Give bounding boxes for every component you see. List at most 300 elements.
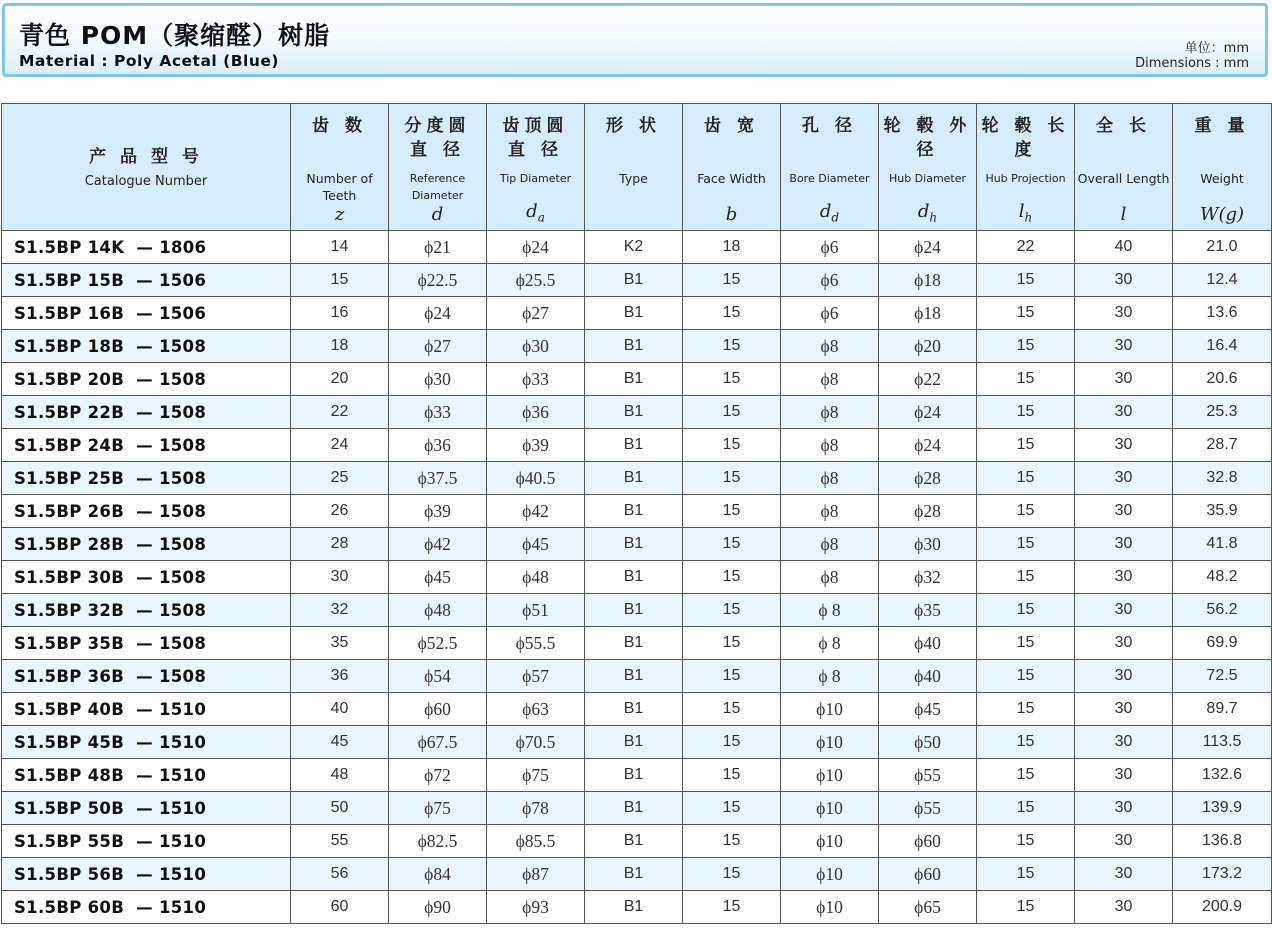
- cell-hub-projection: 15: [977, 660, 1075, 693]
- cell-overall-length: 30: [1075, 297, 1173, 330]
- cell-weight: 12.4: [1173, 264, 1272, 297]
- cell-overall-length: 30: [1075, 561, 1173, 594]
- cell-teeth: 16: [291, 297, 389, 330]
- cell-tip-diameter: ϕ85.5: [487, 825, 585, 858]
- table-row: [2, 660, 1272, 693]
- cell-catalog-number: S1.5BP 26B — 1508: [2, 495, 291, 528]
- col-header-symbol: b: [725, 204, 738, 225]
- cell-hub-projection: 15: [977, 462, 1075, 495]
- cell-tip-diameter: ϕ40.5: [487, 462, 585, 495]
- cell-overall-length: 30: [1075, 825, 1173, 858]
- col-header-face-width: [683, 104, 781, 231]
- cell-overall-length: 30: [1075, 759, 1173, 792]
- cell-face-width: 15: [683, 693, 781, 726]
- cell-type: B1: [585, 825, 683, 858]
- cell-type: B1: [585, 693, 683, 726]
- cell-type: B1: [585, 627, 683, 660]
- cell-type: B1: [585, 429, 683, 462]
- cell-weight: 48.2: [1173, 561, 1272, 594]
- table-row: [2, 792, 1272, 825]
- cell-overall-length: 40: [1075, 231, 1173, 264]
- cell-hub-projection: 15: [977, 891, 1075, 924]
- table-row: [2, 561, 1272, 594]
- cell-face-width: 15: [683, 462, 781, 495]
- cell-overall-length: 30: [1075, 726, 1173, 759]
- cell-overall-length: 30: [1075, 891, 1173, 924]
- cell-face-width: 15: [683, 264, 781, 297]
- cell-teeth: 36: [291, 660, 389, 693]
- cell-bore-diameter: ϕ8: [781, 462, 879, 495]
- cell-weight: 89.7: [1173, 693, 1272, 726]
- cell-face-width: 15: [683, 330, 781, 363]
- cell-reference-diameter: ϕ22.5: [389, 264, 487, 297]
- cell-type: B1: [585, 264, 683, 297]
- cell-hub-projection: 15: [977, 858, 1075, 891]
- cell-weight: 139.9: [1173, 792, 1272, 825]
- cell-hub-diameter: ϕ60: [879, 825, 977, 858]
- cell-reference-diameter: ϕ82.5: [389, 825, 487, 858]
- table-row: [2, 396, 1272, 429]
- cell-bore-diameter: ϕ10: [781, 891, 879, 924]
- cell-hub-diameter: ϕ60: [879, 858, 977, 891]
- col-header-symbol: $d_h$: [917, 201, 938, 225]
- col-header-weight: [1173, 104, 1272, 231]
- table-row: [2, 297, 1272, 330]
- cell-bore-diameter: ϕ8: [781, 429, 879, 462]
- table-row: [2, 693, 1272, 726]
- table-row: [2, 231, 1272, 264]
- cell-weight: 16.4: [1173, 330, 1272, 363]
- cell-type: B1: [585, 363, 683, 396]
- cell-type: B1: [585, 858, 683, 891]
- col-header-bore: [781, 104, 879, 231]
- cell-face-width: 15: [683, 363, 781, 396]
- col-header-en: Overall Length: [1077, 171, 1170, 186]
- cell-weight: 132.6: [1173, 759, 1272, 792]
- col-header-en: Hub Projection: [985, 172, 1066, 185]
- cell-type: B1: [585, 396, 683, 429]
- col-header-en: Face Width: [697, 171, 766, 186]
- cell-face-width: 15: [683, 891, 781, 924]
- table-row: [2, 330, 1272, 363]
- col-header-symbol: l: [1120, 204, 1127, 225]
- cell-face-width: 15: [683, 594, 781, 627]
- cell-hub-diameter: ϕ24: [879, 429, 977, 462]
- table-row: [2, 858, 1272, 891]
- cell-overall-length: 30: [1075, 429, 1173, 462]
- cell-reference-diameter: ϕ42: [389, 528, 487, 561]
- cell-bore-diameter: ϕ6: [781, 264, 879, 297]
- cell-overall-length: 30: [1075, 396, 1173, 429]
- cell-catalog-number: S1.5BP 28B — 1508: [2, 528, 291, 561]
- unit-label-cn: 单位：mm: [1184, 41, 1249, 56]
- cell-hub-projection: 15: [977, 264, 1075, 297]
- cell-face-width: 15: [683, 528, 781, 561]
- col-header-symbol: $l_h$: [1018, 201, 1033, 225]
- col-header-tip-dia: [487, 104, 585, 231]
- cell-weight: 32.8: [1173, 462, 1272, 495]
- cell-hub-diameter: ϕ20: [879, 330, 977, 363]
- cell-bore-diameter: ϕ8: [781, 528, 879, 561]
- table-row: [2, 825, 1272, 858]
- cell-hub-diameter: ϕ28: [879, 495, 977, 528]
- cell-hub-diameter: ϕ40: [879, 627, 977, 660]
- cell-teeth: 55: [291, 825, 389, 858]
- cell-hub-projection: 22: [977, 231, 1075, 264]
- cell-type: B1: [585, 726, 683, 759]
- col-header-symbol: z: [334, 204, 345, 225]
- cell-reference-diameter: ϕ67.5: [389, 726, 487, 759]
- cell-reference-diameter: ϕ36: [389, 429, 487, 462]
- cell-overall-length: 30: [1075, 858, 1173, 891]
- cell-weight: 20.6: [1173, 363, 1272, 396]
- cell-reference-diameter: ϕ21: [389, 231, 487, 264]
- cell-tip-diameter: ϕ27: [487, 297, 585, 330]
- cell-weight: 35.9: [1173, 495, 1272, 528]
- cell-catalog-number: S1.5BP 45B — 1510: [2, 726, 291, 759]
- cell-reference-diameter: ϕ48: [389, 594, 487, 627]
- col-header-overall-length: [1075, 104, 1173, 231]
- cell-tip-diameter: ϕ63: [487, 693, 585, 726]
- col-header-cn: 全 长: [1096, 116, 1151, 136]
- cell-reference-diameter: ϕ45: [389, 561, 487, 594]
- cell-tip-diameter: ϕ87: [487, 858, 585, 891]
- cell-face-width: 15: [683, 627, 781, 660]
- table-header-row: [2, 104, 1272, 231]
- cell-hub-projection: 15: [977, 693, 1075, 726]
- cell-bore-diameter: ϕ10: [781, 825, 879, 858]
- table-row: [2, 363, 1272, 396]
- cell-overall-length: 30: [1075, 264, 1173, 297]
- col-header-hub-dia: [879, 104, 977, 231]
- cell-tip-diameter: ϕ39: [487, 429, 585, 462]
- cell-hub-projection: 15: [977, 627, 1075, 660]
- cell-type: B1: [585, 297, 683, 330]
- cell-teeth: 45: [291, 726, 389, 759]
- cell-hub-diameter: ϕ30: [879, 528, 977, 561]
- col-header-cn: 重 量: [1194, 116, 1250, 136]
- col-header-en: Catalogue Number: [84, 173, 208, 189]
- cell-bore-diameter: ϕ10: [781, 759, 879, 792]
- cell-bore-diameter: ϕ10: [781, 693, 879, 726]
- col-header-catalog: [2, 104, 291, 231]
- cell-overall-length: 30: [1075, 495, 1173, 528]
- cell-catalog-number: S1.5BP 30B — 1508: [2, 561, 291, 594]
- cell-reference-diameter: ϕ37.5: [389, 462, 487, 495]
- cell-overall-length: 30: [1075, 330, 1173, 363]
- cell-type: B1: [585, 759, 683, 792]
- material-subtitle: Material : Poly Acetal (Blue): [19, 52, 279, 70]
- cell-tip-diameter: ϕ36: [487, 396, 585, 429]
- col-header-cn: 产 品 型 号: [89, 146, 203, 167]
- cell-tip-diameter: ϕ33: [487, 363, 585, 396]
- cell-overall-length: 30: [1075, 693, 1173, 726]
- cell-hub-diameter: ϕ28: [879, 462, 977, 495]
- cell-teeth: 50: [291, 792, 389, 825]
- cell-weight: 13.6: [1173, 297, 1272, 330]
- cell-face-width: 15: [683, 792, 781, 825]
- cell-hub-diameter: ϕ24: [879, 396, 977, 429]
- cell-bore-diameter: ϕ8: [781, 363, 879, 396]
- cell-type: B1: [585, 792, 683, 825]
- cell-teeth: 20: [291, 363, 389, 396]
- cell-teeth: 40: [291, 693, 389, 726]
- col-header-en: Type: [619, 171, 648, 186]
- cell-hub-diameter: ϕ55: [879, 792, 977, 825]
- cell-tip-diameter: ϕ30: [487, 330, 585, 363]
- table-row: [2, 594, 1272, 627]
- cell-teeth: 24: [291, 429, 389, 462]
- cell-weight: 200.9: [1173, 891, 1272, 924]
- cell-reference-diameter: ϕ30: [389, 363, 487, 396]
- col-header-cn: 形 状: [606, 116, 661, 136]
- cell-weight: 113.5: [1173, 726, 1272, 759]
- cell-hub-diameter: ϕ32: [879, 561, 977, 594]
- cell-bore-diameter: ϕ10: [781, 792, 879, 825]
- unit-label-en: Dimensions : mm: [1135, 56, 1249, 71]
- table-row: [2, 627, 1272, 660]
- cell-bore-diameter: ϕ8: [781, 396, 879, 429]
- cell-catalog-number: S1.5BP 22B — 1508: [2, 396, 291, 429]
- cell-hub-projection: 15: [977, 495, 1075, 528]
- cell-teeth: 25: [291, 462, 389, 495]
- table-row: [2, 264, 1272, 297]
- table-row: [2, 891, 1272, 924]
- cell-teeth: 28: [291, 528, 389, 561]
- cell-reference-diameter: ϕ54: [389, 660, 487, 693]
- cell-hub-diameter: ϕ50: [879, 726, 977, 759]
- cell-face-width: 15: [683, 297, 781, 330]
- cell-hub-projection: 15: [977, 429, 1075, 462]
- cell-overall-length: 30: [1075, 363, 1173, 396]
- cell-tip-diameter: ϕ55.5: [487, 627, 585, 660]
- cell-type: B1: [585, 462, 683, 495]
- cell-teeth: 56: [291, 858, 389, 891]
- cell-teeth: 22: [291, 396, 389, 429]
- cell-face-width: 15: [683, 825, 781, 858]
- cell-bore-diameter: ϕ10: [781, 726, 879, 759]
- cell-face-width: 18: [683, 231, 781, 264]
- col-header-cn: 齿 数: [312, 116, 367, 136]
- cell-tip-diameter: ϕ78: [487, 792, 585, 825]
- page-title: 青色 POM（聚缩醛）树脂: [19, 21, 331, 50]
- cell-type: K2: [585, 231, 683, 264]
- col-header-cn: 轮 毂 长 度: [981, 116, 1070, 160]
- cell-face-width: 15: [683, 726, 781, 759]
- cell-face-width: 15: [683, 759, 781, 792]
- cell-hub-diameter: ϕ65: [879, 891, 977, 924]
- cell-bore-diameter: ϕ 8: [781, 594, 879, 627]
- cell-teeth: 26: [291, 495, 389, 528]
- table-row: [2, 495, 1272, 528]
- col-header-en: Bore Diameter: [789, 172, 870, 185]
- cell-hub-diameter: ϕ35: [879, 594, 977, 627]
- cell-weight: 69.9: [1173, 627, 1272, 660]
- cell-reference-diameter: ϕ60: [389, 693, 487, 726]
- cell-teeth: 15: [291, 264, 389, 297]
- cell-bore-diameter: ϕ8: [781, 330, 879, 363]
- cell-face-width: 15: [683, 429, 781, 462]
- col-header-type: [585, 104, 683, 231]
- cell-face-width: 15: [683, 858, 781, 891]
- cell-catalog-number: S1.5BP 32B — 1508: [2, 594, 291, 627]
- cell-catalog-number: S1.5BP 50B — 1510: [2, 792, 291, 825]
- cell-teeth: 48: [291, 759, 389, 792]
- cell-catalog-number: S1.5BP 55B — 1510: [2, 825, 291, 858]
- cell-teeth: 35: [291, 627, 389, 660]
- cell-tip-diameter: ϕ42: [487, 495, 585, 528]
- cell-catalog-number: S1.5BP 20B — 1508: [2, 363, 291, 396]
- cell-type: B1: [585, 330, 683, 363]
- col-header-cn: 孔 径: [802, 116, 857, 136]
- cell-face-width: 15: [683, 561, 781, 594]
- col-header-cn: 分度圆 直 径: [404, 116, 471, 160]
- cell-reference-diameter: ϕ33: [389, 396, 487, 429]
- cell-weight: 136.8: [1173, 825, 1272, 858]
- table-body: [2, 231, 1272, 924]
- cell-hub-diameter: ϕ18: [879, 264, 977, 297]
- cell-face-width: 15: [683, 660, 781, 693]
- cell-overall-length: 30: [1075, 792, 1173, 825]
- cell-teeth: 60: [291, 891, 389, 924]
- col-header-ref-dia: [389, 104, 487, 231]
- cell-tip-diameter: ϕ48: [487, 561, 585, 594]
- col-header-en: Number of Teeth: [306, 171, 373, 203]
- cell-type: B1: [585, 561, 683, 594]
- cell-weight: 28.7: [1173, 429, 1272, 462]
- cell-catalog-number: S1.5BP 56B — 1510: [2, 858, 291, 891]
- cell-catalog-number: S1.5BP 36B — 1508: [2, 660, 291, 693]
- cell-tip-diameter: ϕ24: [487, 231, 585, 264]
- table-row: [2, 462, 1272, 495]
- cell-type: B1: [585, 495, 683, 528]
- cell-reference-diameter: ϕ72: [389, 759, 487, 792]
- cell-weight: 21.0: [1173, 231, 1272, 264]
- cell-hub-projection: 15: [977, 594, 1075, 627]
- cell-type: B1: [585, 528, 683, 561]
- cell-overall-length: 30: [1075, 660, 1173, 693]
- col-header-teeth: [291, 104, 389, 231]
- cell-catalog-number: S1.5BP 25B — 1508: [2, 462, 291, 495]
- table-row: [2, 528, 1272, 561]
- col-header-en: Hub Diameter: [888, 172, 967, 185]
- cell-tip-diameter: ϕ93: [487, 891, 585, 924]
- cell-overall-length: 30: [1075, 462, 1173, 495]
- cell-teeth: 30: [291, 561, 389, 594]
- cell-type: B1: [585, 594, 683, 627]
- cell-face-width: 15: [683, 495, 781, 528]
- cell-hub-projection: 15: [977, 528, 1075, 561]
- cell-weight: 41.8: [1173, 528, 1272, 561]
- cell-type: B1: [585, 660, 683, 693]
- col-header-en: Reference Diameter: [409, 172, 466, 202]
- cell-catalog-number: S1.5BP 14K — 1806: [2, 231, 291, 264]
- cell-bore-diameter: ϕ 8: [781, 660, 879, 693]
- cell-reference-diameter: ϕ75: [389, 792, 487, 825]
- cell-bore-diameter: ϕ8: [781, 495, 879, 528]
- col-header-symbol: d: [431, 204, 444, 225]
- cell-hub-projection: 15: [977, 792, 1075, 825]
- cell-catalog-number: S1.5BP 24B — 1508: [2, 429, 291, 462]
- cell-hub-diameter: ϕ40: [879, 660, 977, 693]
- cell-weight: 72.5: [1173, 660, 1272, 693]
- col-header-en: Tip Diameter: [499, 172, 572, 185]
- cell-teeth: 14: [291, 231, 389, 264]
- cell-reference-diameter: ϕ52.5: [389, 627, 487, 660]
- spec-table: [1, 103, 1272, 924]
- col-header-cn: 齿 宽: [704, 116, 759, 136]
- cell-catalog-number: S1.5BP 16B — 1506: [2, 297, 291, 330]
- table-row: [2, 726, 1272, 759]
- table-row: [2, 429, 1272, 462]
- col-header-cn: 齿顶圆 直 径: [502, 116, 569, 160]
- col-header-en: Weight: [1200, 171, 1244, 186]
- cell-type: B1: [585, 891, 683, 924]
- cell-weight: 25.3: [1173, 396, 1272, 429]
- col-header-symbol: $d_d$: [819, 201, 840, 225]
- cell-hub-projection: 15: [977, 363, 1075, 396]
- cell-teeth: 18: [291, 330, 389, 363]
- cell-tip-diameter: ϕ25.5: [487, 264, 585, 297]
- cell-hub-projection: 15: [977, 825, 1075, 858]
- cell-bore-diameter: ϕ8: [781, 561, 879, 594]
- cell-tip-diameter: ϕ51: [487, 594, 585, 627]
- cell-reference-diameter: ϕ84: [389, 858, 487, 891]
- cell-reference-diameter: ϕ27: [389, 330, 487, 363]
- cell-overall-length: 30: [1075, 594, 1173, 627]
- cell-hub-diameter: ϕ18: [879, 297, 977, 330]
- col-header-hub-projection: [977, 104, 1075, 231]
- cell-hub-diameter: ϕ45: [879, 693, 977, 726]
- cell-catalog-number: S1.5BP 15B — 1506: [2, 264, 291, 297]
- cell-hub-diameter: ϕ24: [879, 231, 977, 264]
- cell-weight: 56.2: [1173, 594, 1272, 627]
- cell-bore-diameter: ϕ 8: [781, 627, 879, 660]
- cell-hub-diameter: ϕ22: [879, 363, 977, 396]
- cell-reference-diameter: ϕ90: [389, 891, 487, 924]
- cell-catalog-number: S1.5BP 18B — 1508: [2, 330, 291, 363]
- cell-hub-diameter: ϕ55: [879, 759, 977, 792]
- col-header-cn: 轮 毂 外 径: [883, 116, 972, 160]
- cell-hub-projection: 15: [977, 297, 1075, 330]
- col-header-symbol: $d_a$: [526, 201, 545, 225]
- cell-bore-diameter: ϕ6: [781, 297, 879, 330]
- cell-catalog-number: S1.5BP 48B — 1510: [2, 759, 291, 792]
- cell-tip-diameter: ϕ70.5: [487, 726, 585, 759]
- title-banner: [2, 3, 1268, 77]
- cell-overall-length: 30: [1075, 627, 1173, 660]
- cell-overall-length: 30: [1075, 528, 1173, 561]
- cell-reference-diameter: ϕ24: [389, 297, 487, 330]
- cell-hub-projection: 15: [977, 759, 1075, 792]
- cell-hub-projection: 15: [977, 561, 1075, 594]
- cell-tip-diameter: ϕ57: [487, 660, 585, 693]
- cell-tip-diameter: ϕ75: [487, 759, 585, 792]
- cell-reference-diameter: ϕ39: [389, 495, 487, 528]
- cell-hub-projection: 15: [977, 396, 1075, 429]
- cell-catalog-number: S1.5BP 40B — 1510: [2, 693, 291, 726]
- cell-hub-projection: 15: [977, 330, 1075, 363]
- col-header-symbol: W(g): [1199, 204, 1245, 225]
- cell-catalog-number: S1.5BP 60B — 1510: [2, 891, 291, 924]
- table-row: [2, 759, 1272, 792]
- cell-bore-diameter: ϕ6: [781, 231, 879, 264]
- cell-catalog-number: S1.5BP 35B — 1508: [2, 627, 291, 660]
- cell-weight: 173.2: [1173, 858, 1272, 891]
- cell-hub-projection: 15: [977, 726, 1075, 759]
- cell-teeth: 32: [291, 594, 389, 627]
- cell-bore-diameter: ϕ10: [781, 858, 879, 891]
